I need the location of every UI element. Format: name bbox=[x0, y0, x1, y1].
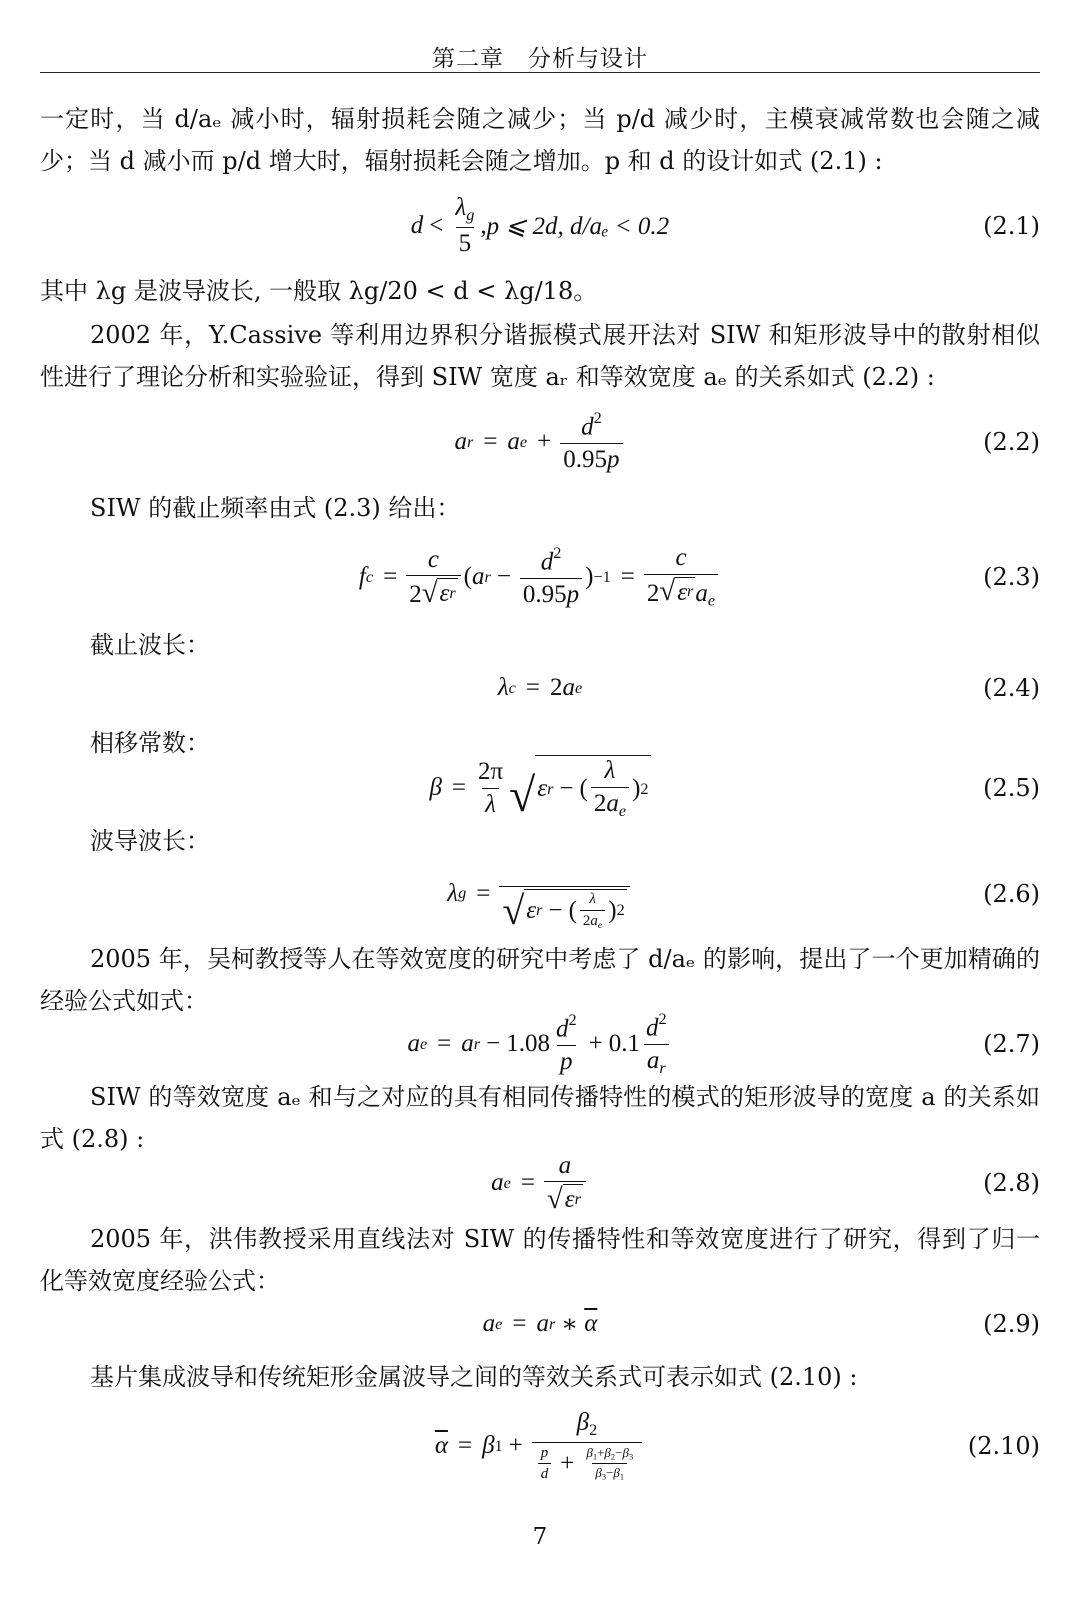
paragraph-9: SIW 的等效宽度 aₑ 和与之对应的具有相同传播特性的模式的矩形波导的宽度 a 的关系如式 (2.8) : bbox=[40, 1083, 1040, 1153]
equation-2-10-body: $\overline{\alpha}$ = β 1 + $\beta_2$ $\frac{p}{d}$ + $\frac{\beta_1+\beta_2-\beta_3}{\beta_3-\beta_1}$ bbox=[435, 1409, 645, 1483]
equation-2-2 bbox=[40, 410, 1040, 474]
square-root: √ ε r − ( $\frac{\lambda}{2a_e}$ ) 2 bbox=[509, 757, 649, 823]
equation-number: (2.7) bbox=[983, 1030, 1040, 1058]
equation-2-1 bbox=[40, 196, 1040, 256]
fraction: c 2 √ ε r $a_e$ bbox=[644, 544, 718, 610]
fraction: $\beta_2$ $\frac{p}{d}$ + $\frac{\beta_1+\beta_2-\beta_3}{\beta_3-\beta_1}$ bbox=[532, 1409, 642, 1483]
equation-2-6-body: λ g = √ ε r − ( $\frac{\lambda}{2a_e}$ ) 2 bbox=[447, 857, 632, 932]
equation-2-9-body: a e = a r ∗ $\overline{\alpha}$ bbox=[482, 1310, 598, 1338]
paragraph-10: 2005 年，洪伟教授采用直线法对 SIW 的传播特性和等效宽度进行了研究，得到了归一化等效宽度经验公式： bbox=[40, 1225, 1040, 1295]
equation-2-8 bbox=[40, 1152, 1040, 1214]
equation-2-1-body: d < $\frac{\lambda_g}{5}$ , p ⩽ 2d, d/aₑ < 0.2 bbox=[410, 194, 670, 258]
paragraph-6: 相移常数： bbox=[90, 729, 210, 757]
equation-2-4-body: λ c = 2 a e bbox=[497, 674, 583, 701]
equation-number: (2.3) bbox=[983, 563, 1040, 591]
equation-number: (2.6) bbox=[983, 880, 1040, 908]
equation-number: (2.8) bbox=[983, 1169, 1040, 1197]
equation-number: (2.1) bbox=[983, 212, 1040, 240]
paragraph-5: 截止波长： bbox=[90, 631, 210, 659]
equation-2-5-body: β = $\frac{2\pi}{\lambda}$ √ ε r − ( $\frac{\lambda}{2a_e}$ ) 2 bbox=[429, 757, 649, 823]
paragraph-3: 2002 年，Y.Cassive 等利用边界积分谐振模式展开法对 SIW 和矩形波导中的散射相似性进行了理论分析和实验验证，得到 SIW 宽度 aᵣ 和等效宽度 aₑ 的关系如式 (2.2) : bbox=[40, 321, 1040, 391]
fraction: $\frac{d^2}{a_r}$ bbox=[643, 1011, 670, 1078]
equation-2-10 bbox=[40, 1408, 1040, 1484]
equation-2-9 bbox=[40, 1304, 1040, 1344]
equation-2-7 bbox=[40, 1009, 1040, 1077]
fraction: $\frac{d^2}{0.95p}$ bbox=[560, 410, 622, 473]
equation-2-3 bbox=[40, 544, 1040, 610]
equation-2-8-body: a e = a √ ε r bbox=[491, 1152, 589, 1215]
fraction: √ ε r − ( $\frac{\lambda}{2a_e}$ ) 2 bbox=[499, 857, 629, 932]
equation-number: (2.2) bbox=[983, 428, 1040, 456]
equation-2-5 bbox=[40, 752, 1040, 824]
paragraph-7: 波导波长： bbox=[90, 827, 210, 855]
equation-number: (2.10) bbox=[967, 1432, 1040, 1460]
equation-2-3-body: f c = c 2 √ ε r ( a r − $\frac{d^2}{0.95p}$ ) −1 = c 2 √ ε r $a_e$ bbox=[359, 544, 721, 610]
fraction: $\frac{\lambda_g}{5}$ bbox=[455, 194, 475, 258]
paragraph-1: 一定时，当 d/aₑ 减小时，辐射损耗会随之减少；当 p/d 减少时，主模衰减常数也会随之减少；当 d 减小而 p/d 增大时，辐射损耗会随之增加。p 和 d 的设计如式 (2.1) : bbox=[40, 105, 1040, 175]
header-rule bbox=[40, 72, 1040, 73]
equation-2-2-body: a r = a e + $\frac{d^2}{0.95p}$ bbox=[454, 410, 625, 473]
equation-number: (2.9) bbox=[983, 1310, 1040, 1338]
paragraph-11: 基片集成波导和传统矩形金属波导之间的等效关系式可表示如式 (2.10) : bbox=[90, 1363, 858, 1391]
running-header: 第二章 分析与设计 bbox=[432, 46, 648, 72]
fraction: $\frac{d^2}{p}$ bbox=[555, 1011, 577, 1076]
paragraph-8: 2005 年，吴柯教授等人在等效宽度的研究中考虑了 d/aₑ 的影响，提出了一个更加精确的经验公式如式： bbox=[40, 945, 1040, 1015]
fraction: $\frac{d^2}{0.95p}$ bbox=[520, 545, 582, 608]
equation-number: (2.4) bbox=[983, 674, 1040, 702]
fraction: c 2 √ ε r bbox=[406, 546, 460, 609]
equation-2-6 bbox=[40, 856, 1040, 932]
fraction: a √ ε r bbox=[544, 1152, 586, 1215]
equation-number: (2.5) bbox=[983, 774, 1040, 802]
paragraph-4: SIW 的截止频率由式 (2.3) 给出： bbox=[90, 494, 461, 522]
fraction: $\frac{2\pi}{\lambda}$ bbox=[478, 758, 504, 818]
equation-2-4 bbox=[40, 668, 1040, 708]
page-number: 7 bbox=[532, 1524, 548, 1550]
paragraph-2: 其中 λg 是波导波长, 一般取 λg/20 < d < λg/18。 bbox=[40, 277, 598, 305]
equation-2-7-body: a e = a r − 1.08 $\frac{d^2}{p}$ + 0.1 $\frac{d^2}{a_r}$ bbox=[407, 1011, 672, 1078]
